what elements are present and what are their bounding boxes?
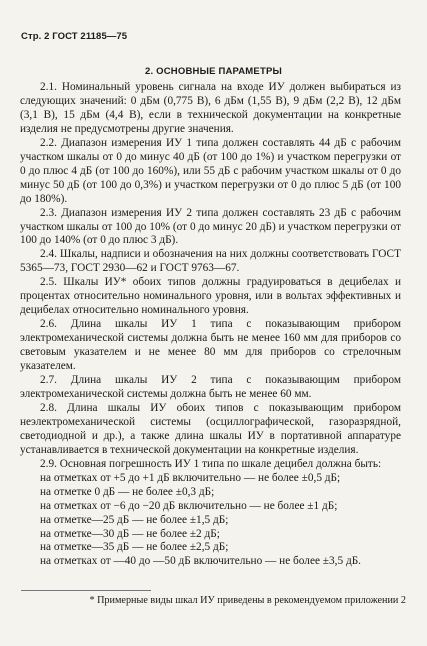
paragraph-2-3: 2.3. Диапазон измерения ИУ 2 типа должен составлять 23 дБ с рабочим участком шкалы от 100 до 10% (от 0 до минус 20 дБ) и участком перегрузки от 100 до 140% (от 0 до плюс 3 дБ). [20,206,401,247]
paragraph-2-7: 2.7. Длина шкалы ИУ 2 типа с показывающим прибором электромеханической системы должна быть не менее 60 мм. [20,374,401,400]
paragraph-2-8: 2.8. Длина шкалы ИУ обоих типов с показывающим прибором неэлектромеханической системы (осциллографической, газоразрядной, светодиодной и др.), а также длина шкалы ИУ в портативной аппаратуре устанавливается в технической документации на конкретные изделия. [20,401,401,456]
error-item: на отметках от −6 до −20 дБ включительно — не более ±1 дБ; [40,499,338,512]
paragraph-2-5: 2.5. Шкалы ИУ* обоих типов должны градуироваться в децибелах и процентах относительно номинального уровня, или в вольтах эффективных и децибелах относительно номинального уровня. [20,276,401,317]
footnote: * Примерные виды шкал ИУ приведены в рекомендуемом приложении 2 [89,595,406,606]
error-item: на отметке—35 дБ — не более ±2,5 дБ; [40,541,229,554]
paragraph-2-1: 2.1. Номинальный уровень сигнала на входе ИУ должен выбираться из следующих значений: 0 дБм (0,775 В), 6 дБм (1,55 В), 9 дБм (2,2 В), 12 дБм (3,1 В), 15 дБм (4,4 В), если в технической документации на конкретные изделия не предусмотрены другие значения. [20,81,401,135]
paragraph-2-2: 2.2. Диапазон измерения ИУ 1 типа должен составлять 44 дБ с рабочим участком шкалы от 0 до минус 40 дБ (от 100 до 1%) и участком перегрузки от 0 до плюс 4 дБ (от 100 до 160%), или 55 дБ с рабочим участком шкалы от 0 до минус 50 дБ (от 100 до 0,3%) и участком перегрузки от 0 до плюс 5 дБ (от 100 до 180%). [20,136,401,205]
paragraph-2-4: 2.4. Шкалы, надписи и обозначения на них должны соответствовать ГОСТ 5365—73, ГОСТ 2930—62 и ГОСТ 9763—67. [20,248,401,275]
error-item: на отметках от —40 до —50 дБ включительно — не более ±3,5 дБ. [40,555,362,568]
paragraph-2-9: 2.9. Основная погрешность ИУ 1 типа по шкале децибел должна быть: [40,457,382,470]
error-item: на отметке—25 дБ — не более ±1,5 дБ; [40,513,229,526]
error-item: на отметке 0 дБ — не более ±0,3 дБ; [40,485,215,498]
error-item: на отметке—30 дБ — не более ±2 дБ; [40,527,220,540]
paragraph-2-6: 2.6. Длина шкалы ИУ 1 типа с показывающим прибором электромеханической системы должна быть не менее 160 мм для приборов со световым указателем и не менее 80 мм для приборов со стрелочным указателем. [20,318,401,373]
error-item: на отметках от +5 до +1 дБ включительно — не более ±0,5 дБ; [40,471,341,484]
footnote-divider [21,590,151,591]
document-body [20,81,401,569]
section-title: 2. ОСНОВНЫЕ ПАРАМЕТРЫ [144,66,282,77]
page-header: Стр. 2 ГОСТ 21185—75 [21,31,128,42]
